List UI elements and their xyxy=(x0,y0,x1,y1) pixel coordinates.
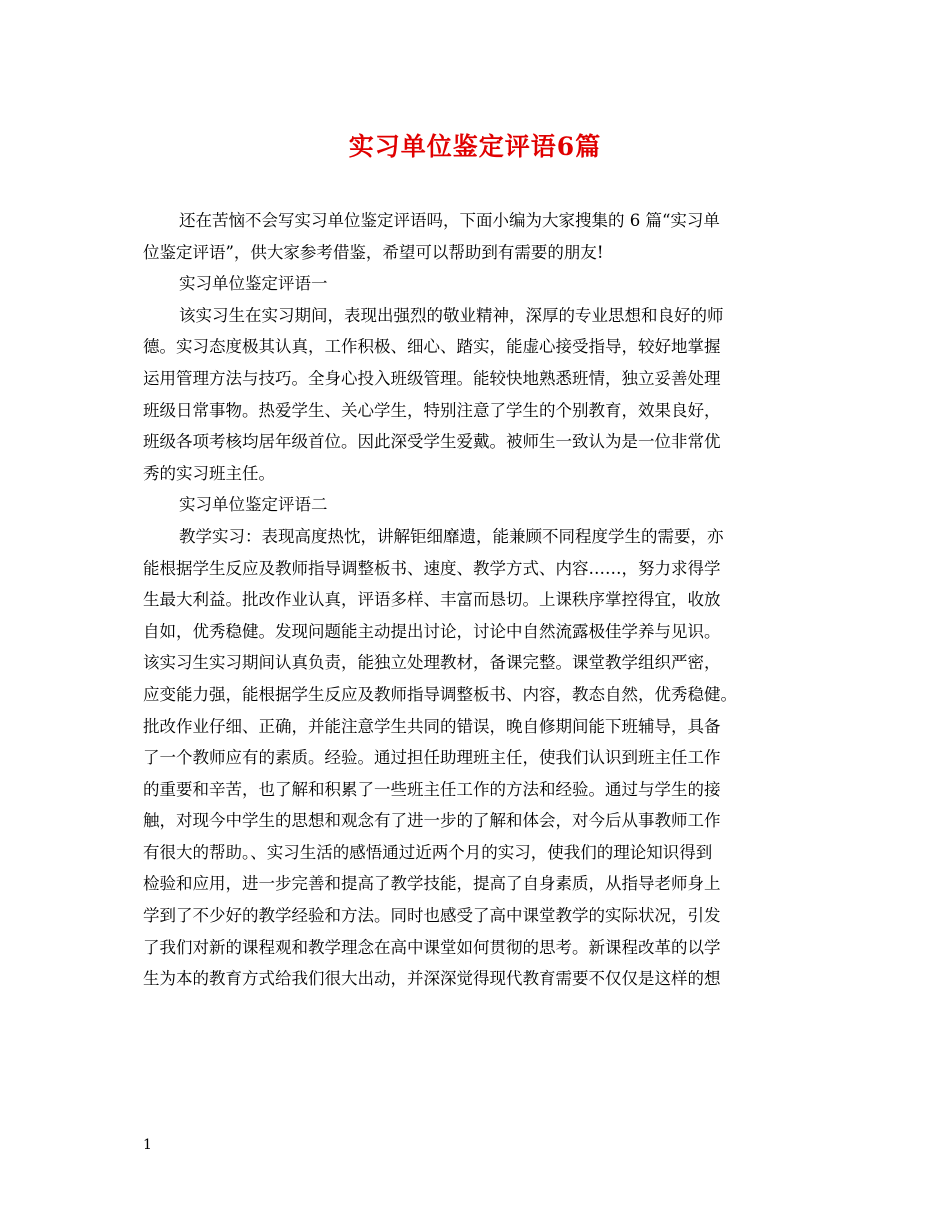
body-line: 教学实习：表现高度热忱，讲解钜细靡遗，能兼顾不同程度学生的需要，亦 xyxy=(179,526,724,546)
body-line: 班级各项考核均居年级首位。因此深受学生爱戴。被师生一致认为是一位非常优 xyxy=(143,432,721,452)
document-title: 实习单位鉴定评语6篇 xyxy=(348,132,602,161)
body-line: 自如，优秀稳健。发现问题能主动提出讨论，讨论中自然流露极佳学养与见识。 xyxy=(143,621,721,641)
page-number: 1 xyxy=(143,1137,152,1153)
body-line: 的重要和辛苦，也了解和积累了一些班主任工作的方法和经验。通过与学生的接 xyxy=(143,779,721,799)
body-line: 批改作业仔细、正确，并能注意学生共同的错误，晚自修期间能下班辅导，具备 xyxy=(143,716,721,736)
body-line: 生为本的教育方式给我们很大出动，并深深觉得现代教育需要不仅仅是这样的想 xyxy=(143,969,721,989)
body-line: 德。实习态度极其认真，工作积极、细心、踏实，能虚心接受指导，较好地掌握 xyxy=(143,337,721,357)
body-line: 能根据学生反应及教师指导调整板书、速度、教学方式、内容……，努力求得学 xyxy=(143,558,721,578)
body-line: 了一个教师应有的素质。经验。通过担任助理班主任，使我们认识到班主任工作 xyxy=(143,748,721,768)
body-line: 该实习生在实习期间，表现出强烈的敬业精神，深厚的专业思想和良好的师 xyxy=(179,305,724,325)
body-line: 班级日常事物。热爱学生、关心学生，特别注意了学生的个别教育，效果良好， xyxy=(143,400,721,420)
body-line: 触，对现今中学生的思想和观念有了进一步的了解和体会，对今后从事教师工作 xyxy=(143,811,721,831)
body-line: 有很大的帮助。、实习生活的感悟通过近两个月的实习，使我们的理论知识得到 xyxy=(143,842,713,862)
body-line: 秀的实习班主任。 xyxy=(143,463,275,483)
body-line: 实习单位鉴定评语二 xyxy=(179,495,328,515)
body-line: 运用管理方法与技巧。全身心投入班级管理。能较快地熟悉班情，独立妥善处理 xyxy=(143,368,721,388)
document-body xyxy=(143,205,809,995)
body-line: 还在苦恼不会写实习单位鉴定评语吗，下面小编为大家搜集的 6 篇“实习单 xyxy=(179,211,720,230)
body-line: 位鉴定评语”，供大家参考借鉴，希望可以帮助到有需要的朋友! xyxy=(143,242,604,262)
body-line: 学到了不少好的教学经验和方法。同时也感受了高中课堂教学的实际状况，引发 xyxy=(143,906,721,926)
body-line: 了我们对新的课程观和教学理念在高中课堂如何贯彻的思考。新课程改革的以学 xyxy=(143,937,721,957)
body-line: 应变能力强，能根据学生反应及教师指导调整板书、内容，教态自然，优秀稳健。 xyxy=(143,684,737,704)
body-line: 实习单位鉴定评语一 xyxy=(179,274,328,294)
body-line: 生最大利益。批改作业认真，评语多样、丰富而恳切。上课秩序掌控得宜，收放 xyxy=(143,590,721,610)
body-line: 该实习生实习期间认真负责，能独立处理教材，备课完整。课堂教学组织严密， xyxy=(143,653,721,673)
body-line: 检验和应用，进一步完善和提高了教学技能，提高了自身素质，从指导老师身上 xyxy=(143,874,721,894)
